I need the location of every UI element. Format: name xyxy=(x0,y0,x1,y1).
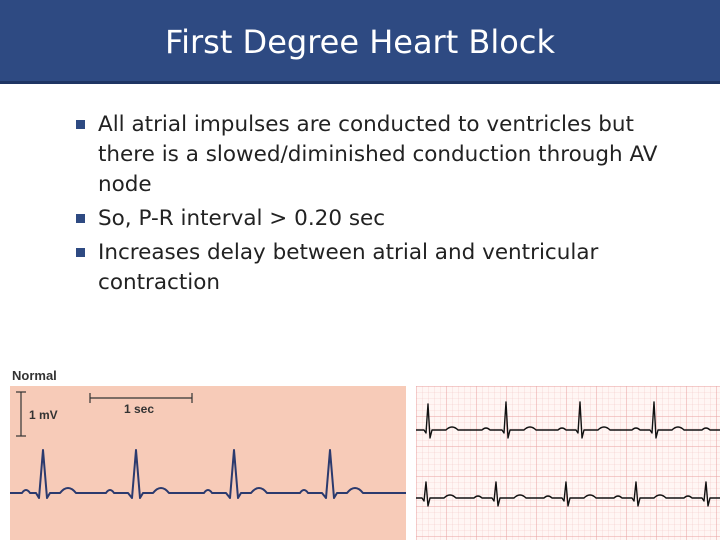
slide-title: First Degree Heart Block xyxy=(165,23,555,61)
normal-ecg-figure xyxy=(10,362,406,540)
ecg-grid xyxy=(416,386,720,540)
amplitude-label: 1 mV xyxy=(29,408,58,422)
bullet-text: So, P-R interval > 0.20 sec xyxy=(98,206,386,231)
ecg-background xyxy=(10,386,406,540)
square-bullet-icon xyxy=(76,214,85,223)
bullet-list xyxy=(76,110,686,302)
bullet-item xyxy=(76,204,686,234)
square-bullet-icon xyxy=(76,248,85,257)
title-bar xyxy=(0,0,720,84)
bullet-item xyxy=(76,238,686,298)
square-bullet-icon xyxy=(76,120,85,129)
bullet-item xyxy=(76,110,686,200)
bullet-text: Increases delay between atrial and ventricular contraction xyxy=(98,240,599,295)
bullet-text: All atrial impulses are conducted to ventricles but there is a slowed/diminished conduction through AV node xyxy=(98,112,658,197)
block-ecg-figure xyxy=(416,386,720,540)
time-label: 1 sec xyxy=(124,402,155,416)
normal-label: Normal xyxy=(12,368,57,383)
